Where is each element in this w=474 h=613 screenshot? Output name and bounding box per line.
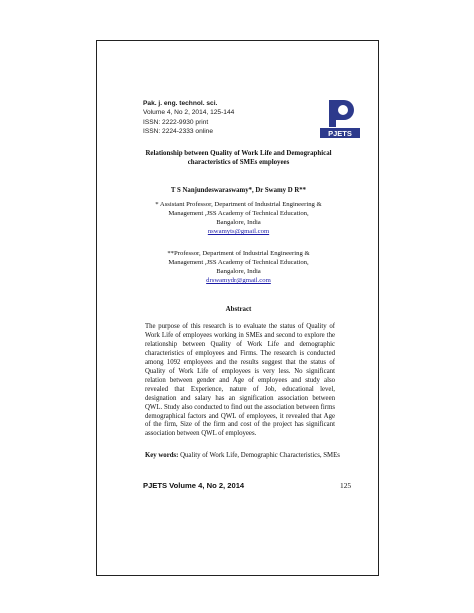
- journal-name: Pak. j. eng. technol. sci.: [143, 100, 218, 107]
- keywords-label: Key words:: [145, 452, 179, 459]
- affiliation-2-line1: **Professor, Department of Industrial Engineering &: [167, 250, 310, 257]
- affiliation-2-line3: Bangalore, India: [216, 268, 261, 276]
- footer-journal: PJETS Volume 4, No 2, 2014: [143, 481, 245, 490]
- affiliation-1-line1: * Assistant Professor, Department of Industrial Engineering &: [155, 201, 322, 208]
- affiliation-2-email[interactable]: drswamydr@gmail.com: [206, 277, 271, 285]
- journal-volume: Volume 4, No 2, 2014, 125-144: [143, 109, 235, 117]
- issn-print: ISSN: 2222-9930 print: [143, 118, 209, 126]
- abstract-body: The purpose of this research is to evaluate the status of Quality of Work Life of employees working in SMEs and second to explore the relationship between Quality of Work Life and demographic characteristics of employees and Firms. The research is conducted among 1092 employees and the results suggest that the status of Quality of Work Life of employees is very less. No significant relation between gender and Age of employees and study also revealed that Experience, nature of Job, educational level, designation and salary has an signification association between QWL. Study also conducted to find out the association between firms demographical factors and QWL of employees, it revealed that Age of the firm, Size of the firm and cost of the project has significant association between QWL of employees.: [145, 323, 335, 438]
- affiliation-2-line2: Management ,JSS Academy of Technical Education,: [168, 259, 309, 267]
- paper-title-line1: Relationship between Quality of Work Life and Demographical: [145, 150, 332, 157]
- logo-text: PJETS: [328, 129, 352, 138]
- affiliation-2: [140, 249, 337, 285]
- journal-info: [143, 99, 234, 137]
- abstract-heading: Abstract: [225, 306, 252, 313]
- affiliation-1-email[interactable]: nswamyts@gmail.com: [207, 228, 270, 236]
- affiliation-1: [140, 200, 337, 236]
- issn-online: ISSN: 2224-2333 online: [143, 128, 214, 136]
- keywords: [145, 451, 340, 460]
- pjets-logo: [320, 97, 360, 138]
- affiliation-1-line3: Bangalore, India: [216, 219, 261, 227]
- paper-title: [140, 150, 337, 167]
- paper-authors: T S Nanjundeswaraswamy*, Dr Swamy D R**: [170, 187, 307, 194]
- keywords-text: Quality of Work Life, Demographic Characteristics, SMEs: [180, 452, 340, 459]
- page-number: 125: [340, 481, 352, 490]
- affiliation-1-line2: Management ,JSS Academy of Technical Education,: [168, 210, 309, 218]
- paper-title-line2: characteristics of SMEs employees: [187, 158, 290, 166]
